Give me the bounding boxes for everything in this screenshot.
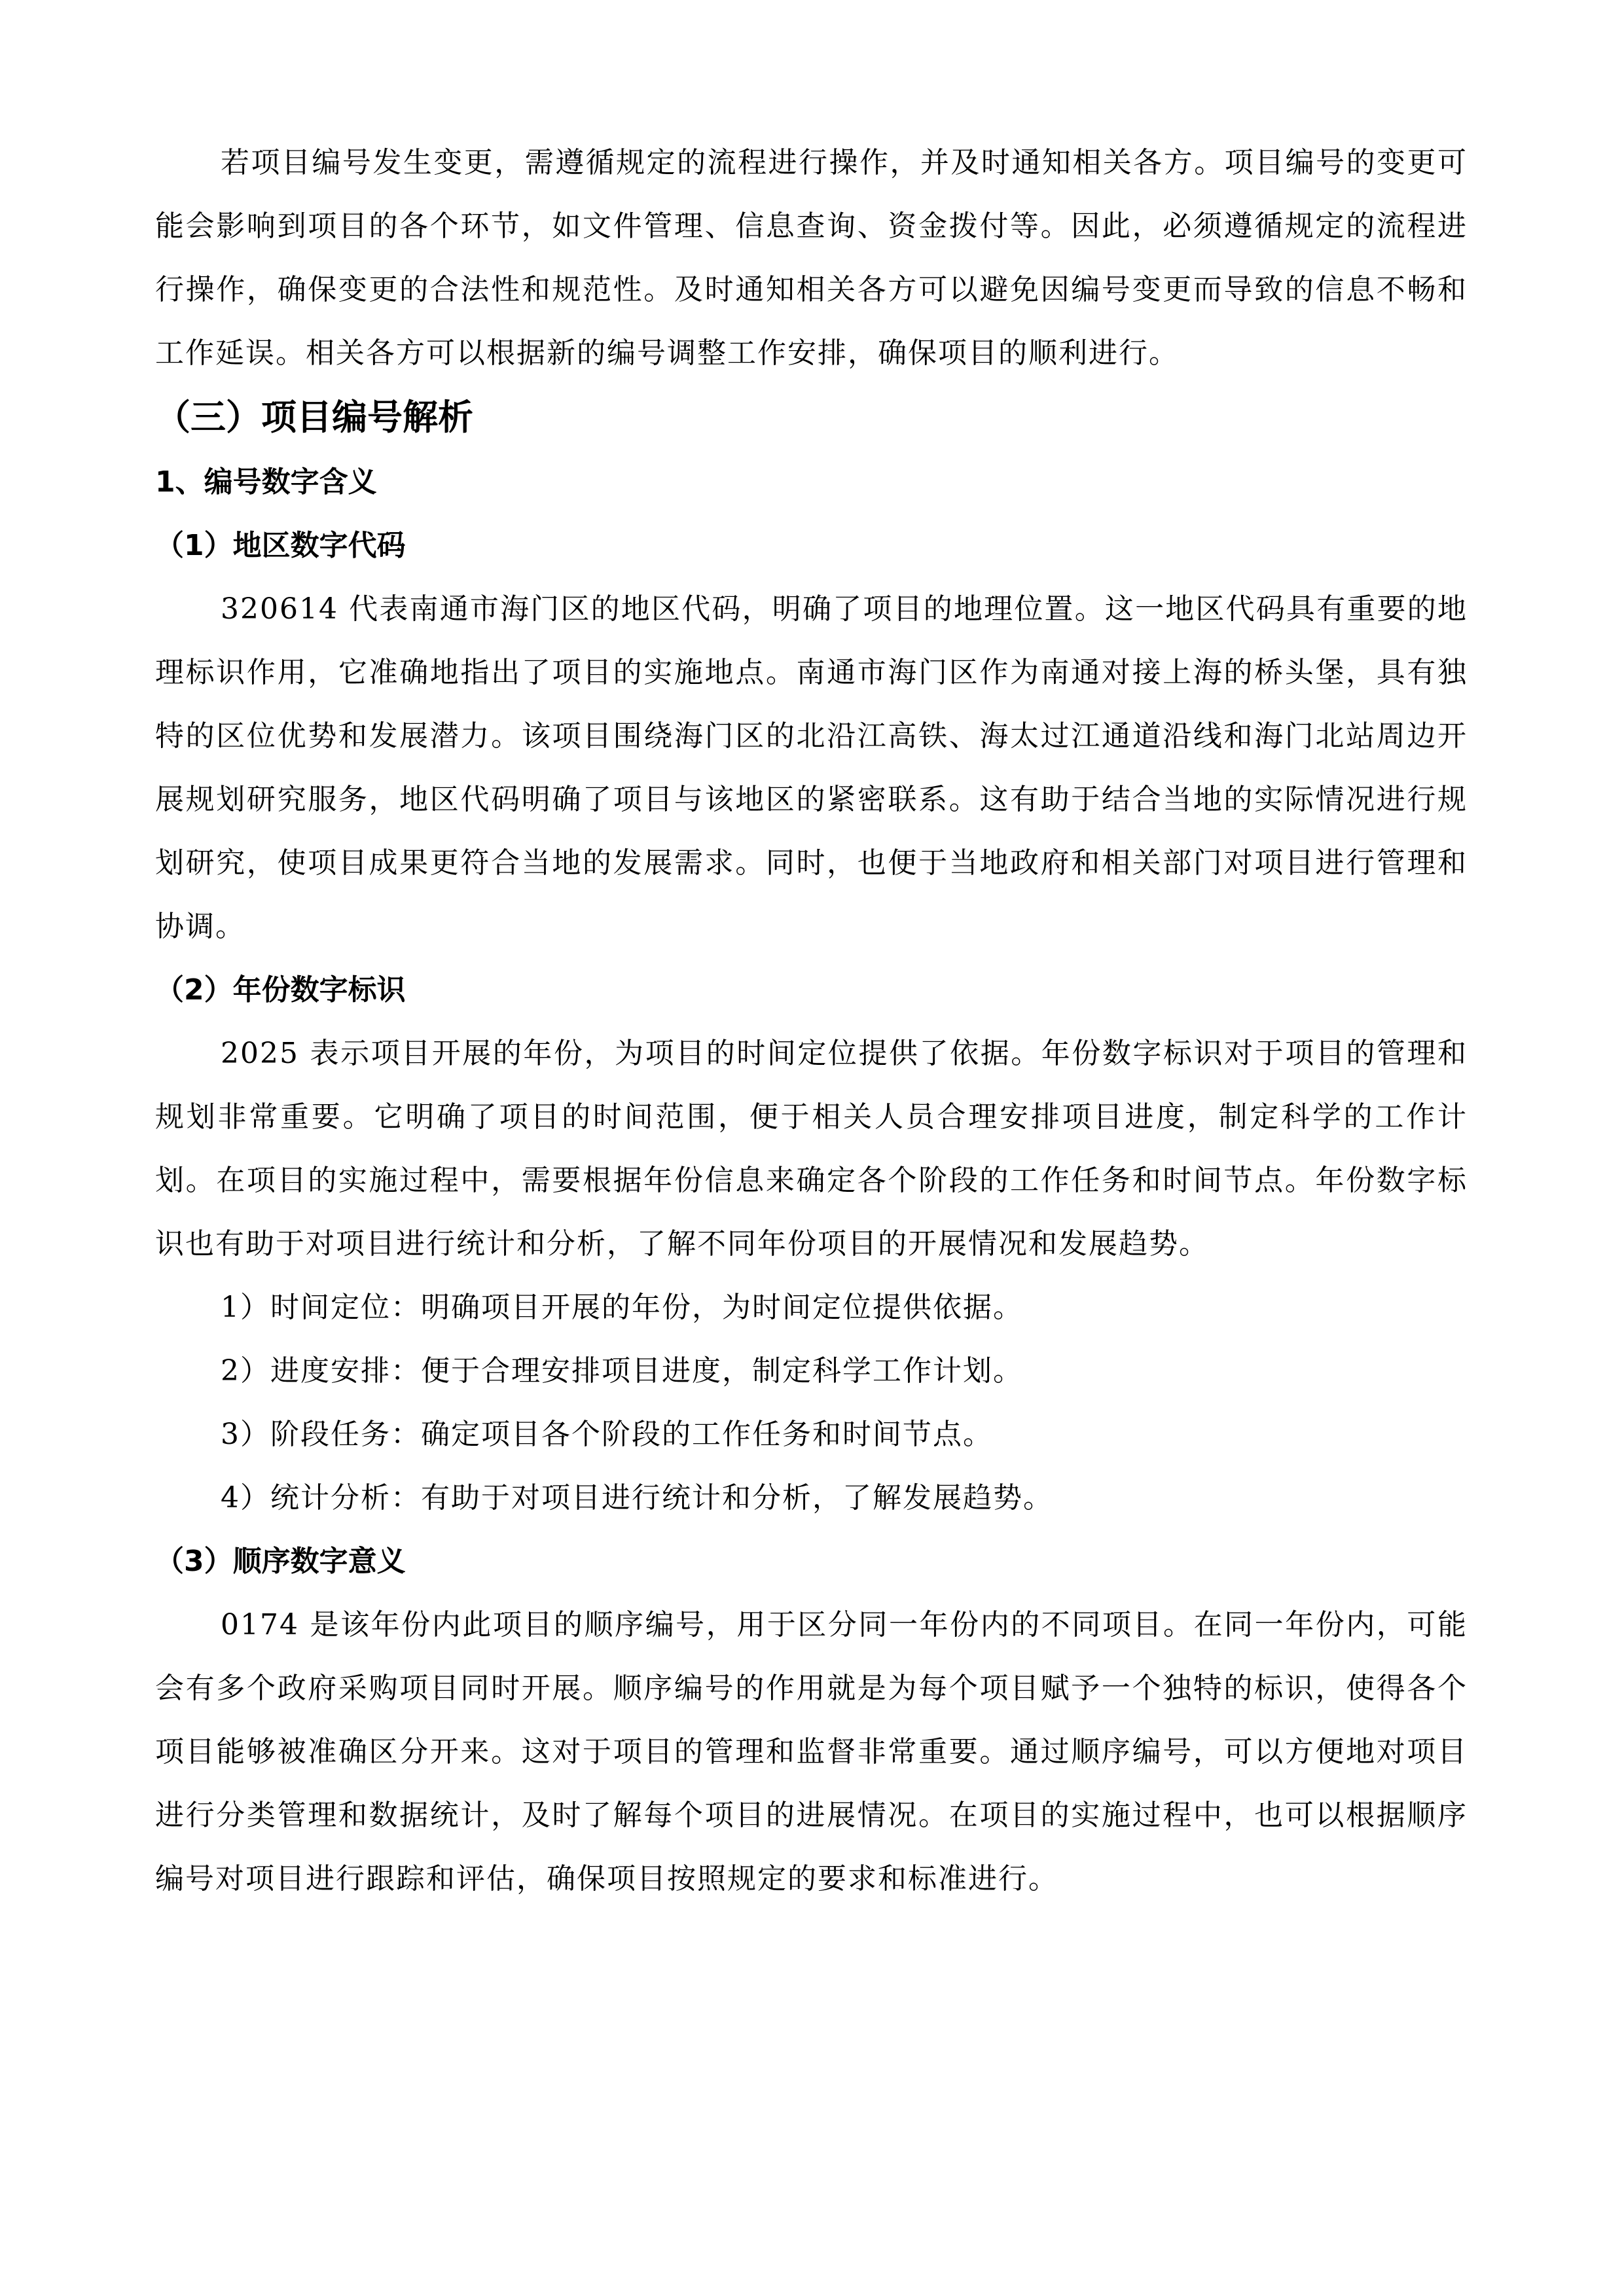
year-function-list <box>155 1276 1468 1530</box>
intro-paragraph: 若项目编号发生变更，需遵循规定的流程进行操作，并及时通知相关各方。项目编号的变更可能会影响到项目的各个环节，如文件管理、信息查询、资金拨付等。因此，必须遵循规定的流程进行操作，确保变更的合法性和规范性。及时通知相关各方可以避免因编号变更而导致的信息不畅和工作延误。相关各方可以根据新的编号调整工作安排，确保项目的顺利进行。 <box>155 146 1468 370</box>
item-sequence-number <box>155 1530 1468 1910</box>
item-heading: （2）年份数字标识 <box>155 973 406 1007</box>
item-paragraph: 320614 代表南通市海门区的地区代码，明确了项目的地理位置。这一地区代码具有重要的地理标识作用，它准确地指出了项目的实施地点。南通市海门区作为南通对接上海的桥头堡，具有独特的区位优势和发展潜力。该项目围绕海门区的北沿江高铁、海太过江通道沿线和海门北站周边开展规划研究服务，地区代码明确了项目与该地区的紧密联系。这有助于结合当地的实际情况进行规划研究，使项目成果更符合当地的发展需求。同时，也便于当地政府和相关部门对项目进行管理和协调。 <box>155 592 1468 943</box>
list-item: 4）统计分析：有助于对项目进行统计和分析，了解发展趋势。 <box>221 1481 1053 1515</box>
item-year-identifier <box>155 958 1468 1530</box>
document-page <box>155 131 1468 1910</box>
item-paragraph: 2025 表示项目开展的年份，为项目的时间定位提供了依据。年份数字标识对于项目的管理和规划非常重要。它明确了项目的时间范围，便于相关人员合理安排项目进度，制定科学的工作计划。在项目的实施过程中，需要根据年份信息来确定各个阶段的工作任务和时间节点。年份数字标识也有助于对项目进行统计和分析，了解不同年份项目的开展情况和发展趋势。 <box>155 1037 1468 1261</box>
item-paragraph: 0174 是该年份内此项目的顺序编号，用于区分同一年份内的不同项目。在同一年份内，可能会有多个政府采购项目同时开展。顺序编号的作用就是为每个项目赋予一个独特的标识，使得各个项目能够被准确区分开来。这对于项目的管理和监督非常重要。通过顺序编号，可以方便地对项目进行分类管理和数据统计，及时了解每个项目的进展情况。在项目的实施过程中，也可以根据顺序编号对项目进行跟踪和评估，确保项目按照规定的要求和标准进行。 <box>155 1608 1468 1895</box>
item-heading: （3）顺序数字意义 <box>155 1545 406 1578</box>
section-heading: （三）项目编号解析 <box>155 397 473 438</box>
list-item: 3）阶段任务：确定项目各个阶段的工作任务和时间节点。 <box>221 1418 993 1451</box>
list-item: 1）时间定位：明确项目开展的年份，为时间定位提供依据。 <box>221 1291 1023 1324</box>
item-heading: （1）地区数字代码 <box>155 529 406 562</box>
item-region-code <box>155 514 1468 958</box>
subsection-heading: 1、编号数字含义 <box>155 465 377 499</box>
list-item: 2）进度安排：便于合理安排项目进度，制定科学工作计划。 <box>221 1354 1023 1388</box>
